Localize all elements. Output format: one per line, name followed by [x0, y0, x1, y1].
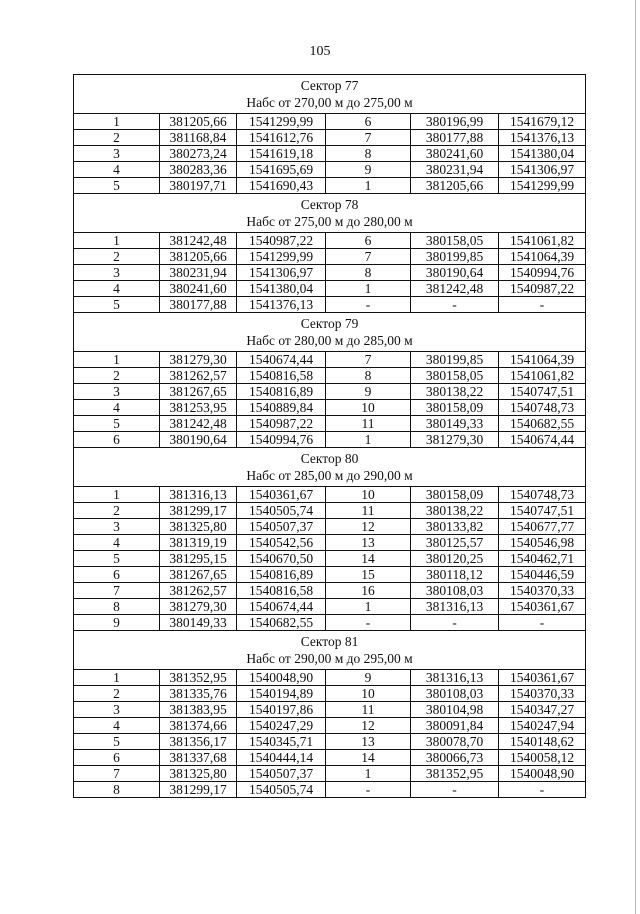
table-cell: 1541612,76: [237, 130, 326, 146]
table-row: [74, 178, 586, 194]
table-row: [74, 352, 586, 368]
table-cell: 8: [74, 599, 160, 615]
table-cell: 1540747,51: [499, 503, 586, 519]
table-row: [74, 162, 586, 178]
table-cell: 1540889,84: [237, 400, 326, 416]
table-cell: 381279,30: [160, 352, 237, 368]
table-cell: 1540816,89: [237, 384, 326, 400]
table-cell: 1541380,04: [237, 281, 326, 297]
table-cell: 380177,88: [411, 130, 499, 146]
table-cell: 380199,85: [411, 352, 499, 368]
table-row: [74, 599, 586, 615]
table-cell: 380125,57: [411, 535, 499, 551]
table-cell: 1: [74, 487, 160, 503]
table-cell: 5: [74, 178, 160, 194]
table-cell: -: [326, 782, 411, 798]
table-cell: 12: [326, 519, 411, 535]
table-cell: 4: [74, 535, 160, 551]
table-cell: 7: [326, 130, 411, 146]
sector-header-row: [74, 313, 586, 352]
table-cell: 380138,22: [411, 384, 499, 400]
table-cell: 381383,95: [160, 702, 237, 718]
table-row: [74, 615, 586, 631]
table-cell: 1540247,29: [237, 718, 326, 734]
sector-height-range: Набс от 280,00 м до 285,00 м: [246, 333, 413, 348]
table-cell: 8: [326, 265, 411, 281]
sector-height-range: Набс от 285,00 м до 290,00 м: [246, 468, 413, 483]
table-cell: 1540507,37: [237, 519, 326, 535]
table-cell: 1540505,74: [237, 782, 326, 798]
table-row: [74, 368, 586, 384]
table-row: [74, 249, 586, 265]
table-cell: 381299,17: [160, 782, 237, 798]
table-cell: 1541299,99: [237, 114, 326, 130]
table-cell: -: [411, 782, 499, 798]
table-row: [74, 782, 586, 798]
table-cell: 1540148,62: [499, 734, 586, 750]
table-cell: 381316,13: [160, 487, 237, 503]
table-cell: 1540345,71: [237, 734, 326, 750]
table-cell: 380283,36: [160, 162, 237, 178]
table-row: [74, 130, 586, 146]
table-cell: 1540507,37: [237, 766, 326, 782]
table-row: [74, 297, 586, 313]
table-cell: 381262,57: [160, 368, 237, 384]
table-cell: 1540748,73: [499, 400, 586, 416]
table-row: [74, 503, 586, 519]
page-edge-line: [635, 0, 636, 914]
table-cell: 1540462,71: [499, 551, 586, 567]
table-cell: 14: [326, 750, 411, 766]
table-cell: 1540682,55: [237, 615, 326, 631]
table-cell: 1540674,44: [237, 599, 326, 615]
table-cell: 380091,84: [411, 718, 499, 734]
table-cell: 381316,13: [411, 599, 499, 615]
coordinates-table-body: [74, 75, 586, 798]
table-cell: 1540682,55: [499, 416, 586, 432]
sector-header-row: [74, 448, 586, 487]
table-cell: -: [499, 782, 586, 798]
table-cell: 11: [326, 416, 411, 432]
table-cell: 1540446,59: [499, 567, 586, 583]
table-cell: 381262,57: [160, 583, 237, 599]
sector-title: Сектор 77: [300, 78, 359, 93]
table-cell: 1541299,99: [237, 249, 326, 265]
table-cell: 10: [326, 400, 411, 416]
table-cell: 380158,05: [411, 368, 499, 384]
table-row: [74, 265, 586, 281]
table-cell: 4: [74, 281, 160, 297]
table-cell: 1540546,98: [499, 535, 586, 551]
table-cell: 1540361,67: [499, 599, 586, 615]
table-cell: 1541306,97: [499, 162, 586, 178]
table-cell: 380120,25: [411, 551, 499, 567]
page-number: 105: [309, 44, 331, 59]
table-cell: 380197,71: [160, 178, 237, 194]
table-cell: 1541679,12: [499, 114, 586, 130]
table-cell: 381267,65: [160, 567, 237, 583]
table-cell: 8: [326, 368, 411, 384]
table-row: [74, 400, 586, 416]
table-cell: 4: [74, 400, 160, 416]
table-cell: 380158,05: [411, 233, 499, 249]
table-row: [74, 567, 586, 583]
table-cell: 380104,98: [411, 702, 499, 718]
table-cell: 1540194,89: [237, 686, 326, 702]
table-cell: 381279,30: [160, 599, 237, 615]
table-cell: 1: [74, 233, 160, 249]
table-cell: 3: [74, 702, 160, 718]
table-cell: 11: [326, 503, 411, 519]
sector-title: Сектор 79: [300, 316, 359, 331]
table-cell: 381205,66: [411, 178, 499, 194]
table-cell: 10: [326, 487, 411, 503]
table-cell: 1540670,50: [237, 551, 326, 567]
table-cell: 380133,82: [411, 519, 499, 535]
table-row: [74, 766, 586, 782]
table-cell: 13: [326, 535, 411, 551]
table-cell: 1540994,76: [237, 432, 326, 448]
table-row: [74, 416, 586, 432]
table-cell: 11: [326, 702, 411, 718]
table-cell: 2: [74, 368, 160, 384]
table-cell: 3: [74, 146, 160, 162]
table-cell: 381205,66: [160, 114, 237, 130]
table-row: [74, 702, 586, 718]
table-cell: 6: [74, 750, 160, 766]
table-row: [74, 146, 586, 162]
sector-header: [74, 631, 586, 670]
table-cell: 1540748,73: [499, 487, 586, 503]
table-cell: 380190,64: [160, 432, 237, 448]
sector-title: Сектор 80: [300, 451, 359, 466]
coordinates-table: [73, 74, 586, 798]
table-cell: 14: [326, 551, 411, 567]
table-cell: 1541695,69: [237, 162, 326, 178]
table-cell: 381325,80: [160, 519, 237, 535]
table-cell: 1540816,89: [237, 567, 326, 583]
table-row: [74, 432, 586, 448]
table-cell: 5: [74, 551, 160, 567]
table-cell: 1: [74, 352, 160, 368]
table-cell: 7: [74, 583, 160, 599]
table-cell: -: [499, 297, 586, 313]
table-cell: 380149,33: [411, 416, 499, 432]
table-cell: 6: [326, 114, 411, 130]
sector-header: [74, 194, 586, 233]
table-cell: 1540505,74: [237, 503, 326, 519]
table-cell: 1540677,77: [499, 519, 586, 535]
table-cell: 5: [74, 416, 160, 432]
table-cell: 380199,85: [411, 249, 499, 265]
table-cell: 381205,66: [160, 249, 237, 265]
table-cell: 1: [326, 432, 411, 448]
table-cell: 1541376,13: [237, 297, 326, 313]
table-cell: 381242,48: [411, 281, 499, 297]
table-cell: 381267,65: [160, 384, 237, 400]
table-cell: 380108,03: [411, 686, 499, 702]
table-cell: -: [411, 615, 499, 631]
table-cell: 1540674,44: [237, 352, 326, 368]
sector-header: [74, 448, 586, 487]
table-cell: 13: [326, 734, 411, 750]
table-cell: 381337,68: [160, 750, 237, 766]
table-cell: 381352,95: [411, 766, 499, 782]
table-cell: 7: [326, 249, 411, 265]
table-cell: 1540444,14: [237, 750, 326, 766]
table-cell: 8: [326, 146, 411, 162]
table-cell: 1540058,12: [499, 750, 586, 766]
table-cell: -: [326, 615, 411, 631]
table-cell: 1540197,86: [237, 702, 326, 718]
table-cell: 1540048,90: [499, 766, 586, 782]
table-cell: 1: [326, 766, 411, 782]
table-cell: 1540987,22: [237, 233, 326, 249]
table-cell: 1540370,33: [499, 686, 586, 702]
table-cell: 381352,95: [160, 670, 237, 686]
table-cell: 381253,95: [160, 400, 237, 416]
table-cell: 381242,48: [160, 416, 237, 432]
table-cell: 2: [74, 130, 160, 146]
table-cell: 9: [326, 162, 411, 178]
table-cell: 381319,19: [160, 535, 237, 551]
table-cell: 1540987,22: [237, 416, 326, 432]
table-cell: 2: [74, 503, 160, 519]
table-row: [74, 281, 586, 297]
table-cell: 380066,73: [411, 750, 499, 766]
table-cell: 1541376,13: [499, 130, 586, 146]
table-cell: 1541299,99: [499, 178, 586, 194]
table-cell: 1540816,58: [237, 368, 326, 384]
table-cell: 380138,22: [411, 503, 499, 519]
table-cell: 1540361,67: [237, 487, 326, 503]
table-cell: 380108,03: [411, 583, 499, 599]
table-cell: 1541380,04: [499, 146, 586, 162]
table-cell: 15: [326, 567, 411, 583]
table-cell: 380231,94: [411, 162, 499, 178]
table-cell: 3: [74, 519, 160, 535]
table-cell: 5: [74, 297, 160, 313]
table-cell: 381374,66: [160, 718, 237, 734]
table-cell: 381279,30: [411, 432, 499, 448]
table-cell: -: [411, 297, 499, 313]
table-row: [74, 535, 586, 551]
table-cell: 380231,94: [160, 265, 237, 281]
table-cell: 1540987,22: [499, 281, 586, 297]
table-row: [74, 718, 586, 734]
table-cell: 381356,17: [160, 734, 237, 750]
table-cell: 2: [74, 686, 160, 702]
table-row: [74, 734, 586, 750]
table-cell: 380177,88: [160, 297, 237, 313]
table-cell: 6: [326, 233, 411, 249]
sector-height-range: Набс от 275,00 м до 280,00 м: [246, 214, 413, 229]
table-cell: 1540361,67: [499, 670, 586, 686]
table-cell: 381316,13: [411, 670, 499, 686]
table-cell: 380158,09: [411, 400, 499, 416]
table-cell: 1540048,90: [237, 670, 326, 686]
table-cell: 7: [326, 352, 411, 368]
table-cell: 9: [74, 615, 160, 631]
table-cell: 1541064,39: [499, 249, 586, 265]
table-cell: 6: [74, 567, 160, 583]
table-cell: 380241,60: [160, 281, 237, 297]
table-cell: 16: [326, 583, 411, 599]
table-cell: 1: [74, 114, 160, 130]
table-cell: 381168,84: [160, 130, 237, 146]
table-row: [74, 686, 586, 702]
table-row: [74, 384, 586, 400]
sector-height-range: Набс от 270,00 м до 275,00 м: [246, 95, 413, 110]
table-cell: 1540370,33: [499, 583, 586, 599]
table-cell: 9: [326, 384, 411, 400]
table-cell: 380149,33: [160, 615, 237, 631]
table-cell: 1: [326, 178, 411, 194]
table-cell: 1: [326, 281, 411, 297]
table-cell: 8: [74, 782, 160, 798]
table-cell: 6: [74, 432, 160, 448]
table-cell: 9: [326, 670, 411, 686]
table-cell: 1540542,56: [237, 535, 326, 551]
sector-title: Сектор 81: [300, 634, 359, 649]
table-row: [74, 487, 586, 503]
table-cell: 1540816,58: [237, 583, 326, 599]
table-row: [74, 551, 586, 567]
table-cell: 1541306,97: [237, 265, 326, 281]
table-cell: 381242,48: [160, 233, 237, 249]
table-cell: 7: [74, 766, 160, 782]
table-cell: 380241,60: [411, 146, 499, 162]
table-cell: 380196,99: [411, 114, 499, 130]
table-row: [74, 519, 586, 535]
table-cell: 1541690,43: [237, 178, 326, 194]
table-cell: 1541064,39: [499, 352, 586, 368]
sector-height-range: Набс от 290,00 м до 295,00 м: [246, 651, 413, 666]
sector-header: [74, 313, 586, 352]
table-cell: 5: [74, 734, 160, 750]
table-cell: 380158,09: [411, 487, 499, 503]
table-cell: 380118,12: [411, 567, 499, 583]
table-cell: 1: [74, 670, 160, 686]
table-cell: -: [499, 615, 586, 631]
table-cell: 10: [326, 686, 411, 702]
table-cell: 1540674,44: [499, 432, 586, 448]
table-cell: 380190,64: [411, 265, 499, 281]
table-cell: 3: [74, 384, 160, 400]
table-cell: 3: [74, 265, 160, 281]
table-cell: 1: [326, 599, 411, 615]
table-row: [74, 670, 586, 686]
table-cell: -: [326, 297, 411, 313]
sector-header: [74, 75, 586, 114]
table-cell: 1540347,27: [499, 702, 586, 718]
table-cell: 380078,70: [411, 734, 499, 750]
table-row: [74, 114, 586, 130]
table-cell: 1540247,94: [499, 718, 586, 734]
table-cell: 380273,24: [160, 146, 237, 162]
sector-header-row: [74, 631, 586, 670]
table-cell: 4: [74, 718, 160, 734]
table-cell: 1541619,18: [237, 146, 326, 162]
table-cell: 381325,80: [160, 766, 237, 782]
table-cell: 381295,15: [160, 551, 237, 567]
sector-title: Сектор 78: [300, 197, 359, 212]
table-row: [74, 750, 586, 766]
table-cell: 381299,17: [160, 503, 237, 519]
table-cell: 1541061,82: [499, 368, 586, 384]
table-cell: 1540994,76: [499, 265, 586, 281]
table-row: [74, 583, 586, 599]
table-cell: 1541061,82: [499, 233, 586, 249]
table-cell: 1540747,51: [499, 384, 586, 400]
table-cell: 12: [326, 718, 411, 734]
sector-header-row: [74, 75, 586, 114]
table-cell: 4: [74, 162, 160, 178]
table-cell: 2: [74, 249, 160, 265]
table-cell: 381335,76: [160, 686, 237, 702]
table-row: [74, 233, 586, 249]
sector-header-row: [74, 194, 586, 233]
